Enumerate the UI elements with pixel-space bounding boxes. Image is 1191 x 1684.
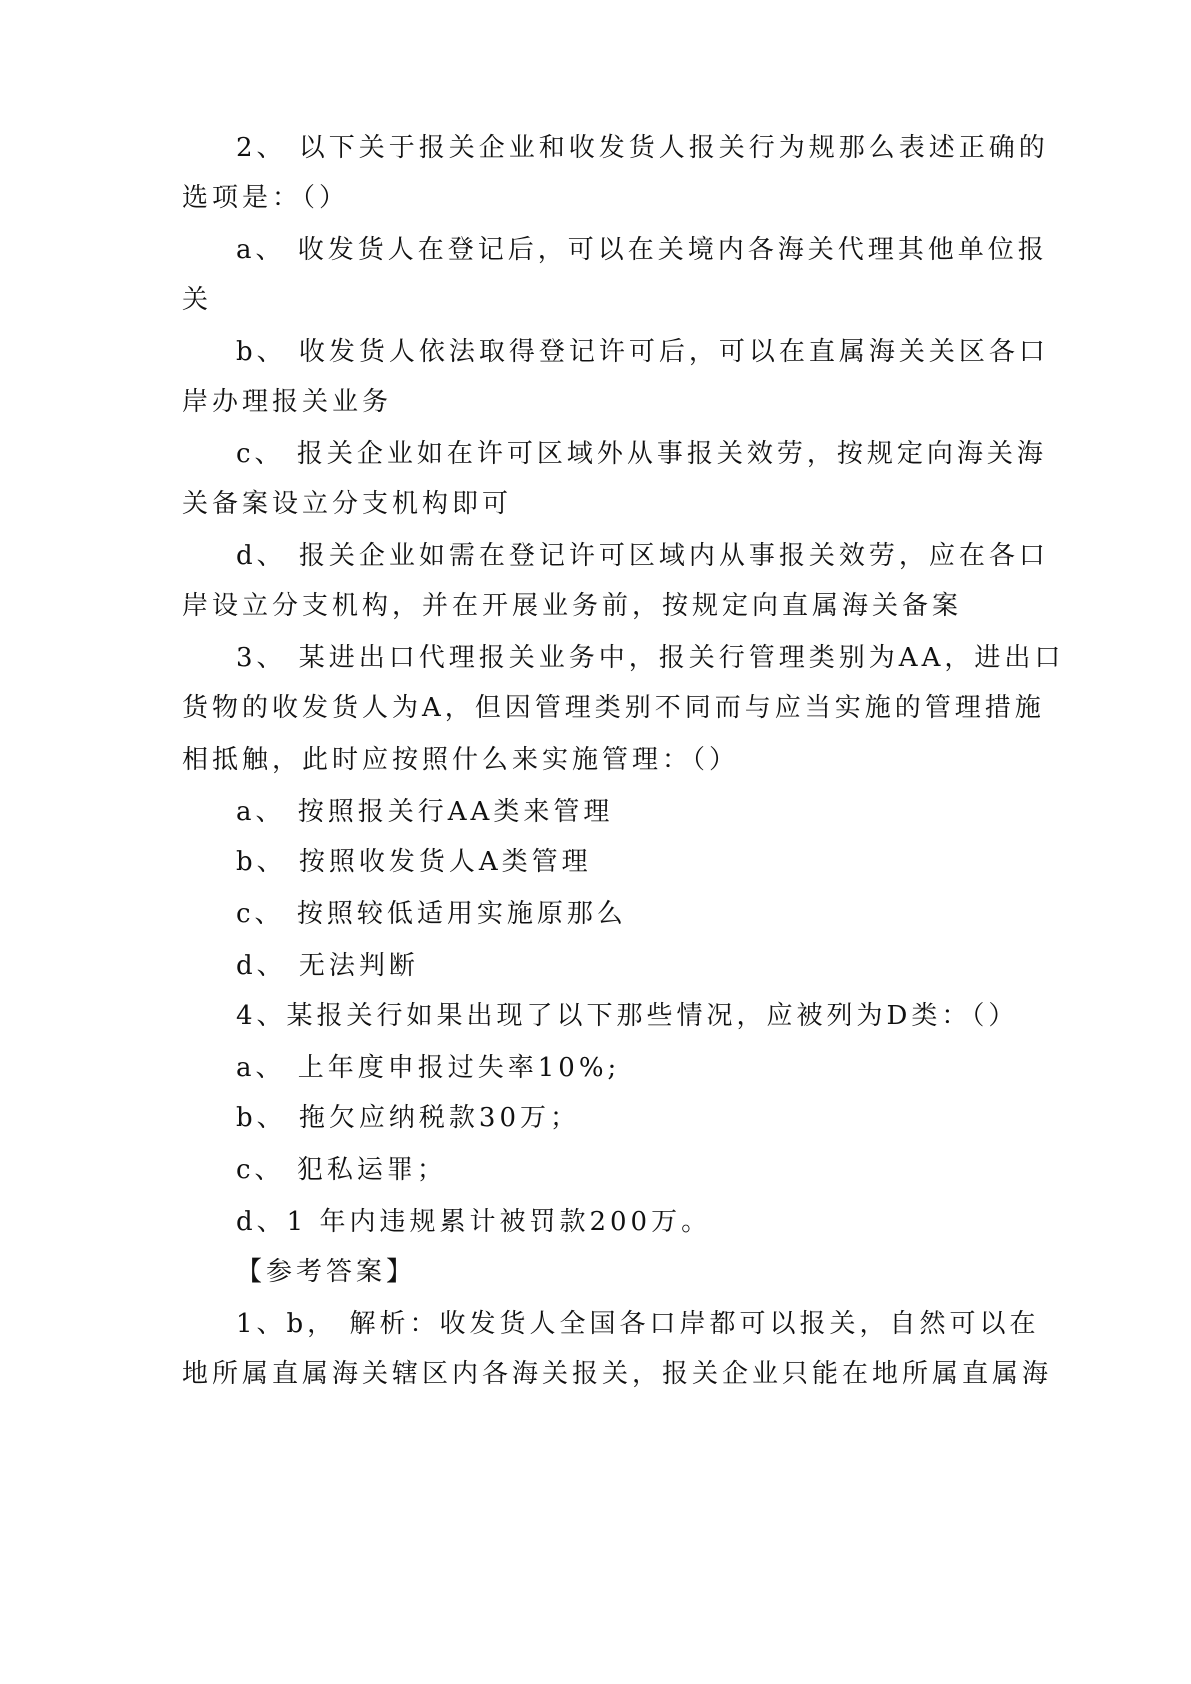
question-2-option-a-line-2: 关 [182, 285, 213, 315]
question-3-stem-line-1: 3、 某进出口代理报关业务中，报关行管理类别为AA，进出口 [236, 643, 1065, 673]
question-2-stem-line-2: 选项是：（） [182, 183, 350, 213]
question-4-option-b: b、 拖欠应纳税款30万； [236, 1103, 580, 1133]
question-2-stem-line-1: 2、 以下关于报关企业和收发货人报关行为规那么表述正确的 [236, 133, 1049, 163]
question-2-option-d-line-1: d、 报关企业如需在登记许可区域内从事报关效劳，应在各口 [236, 541, 1049, 571]
question-3-stem-line-3: 相抵触，此时应按照什么来实施管理：（） [182, 745, 740, 775]
answer-1-line-2: 地所属直属海关辖区内各海关报关，报关企业只能在地所属直属海 [182, 1359, 1053, 1389]
question-3-option-c: c、 按照较低适用实施原那么 [236, 899, 627, 929]
reference-answers-heading: 【参考答案】 [236, 1257, 417, 1287]
question-4-option-d: d、1 年内违规累计被罚款200万。 [236, 1207, 712, 1237]
question-4-option-a: a、 上年度申报过失率10%; [236, 1053, 621, 1083]
question-2-option-b-line-1: b、 收发货人依法取得登记许可后，可以在直属海关关区各口 [236, 337, 1049, 367]
question-3-option-b: b、 按照收发货人A类管理 [236, 847, 592, 877]
question-2-option-b-line-2: 岸办理报关业务 [182, 387, 393, 417]
answer-1-line-1: 1、b， 解析：收发货人全国各口岸都可以报关，自然可以在 [236, 1309, 1040, 1339]
question-3-stem-line-2: 货物的收发货人为A，但因管理类别不同而与应当实施的管理措施 [182, 693, 1045, 723]
question-4-stem: 4、某报关行如果出现了以下那些情况，应被列为D类：（） [236, 1001, 1019, 1031]
question-3-option-d: d、 无法判断 [236, 951, 419, 981]
question-4-option-c: c、 犯私运罪； [236, 1155, 447, 1185]
question-2-option-c-line-1: c、 报关企业如在许可区域外从事报关效劳，按规定向海关海 [236, 439, 1047, 469]
question-2-option-c-line-2: 关备案设立分支机构即可 [182, 489, 513, 519]
question-2-option-a-line-1: a、 收发货人在登记后，可以在关境内各海关代理其他单位报 [236, 235, 1048, 265]
question-3-option-a: a、 按照报关行AA类来管理 [236, 797, 614, 827]
question-2-option-d-line-2: 岸设立分支机构，并在开展业务前，按规定向直属海关备案 [182, 591, 963, 621]
